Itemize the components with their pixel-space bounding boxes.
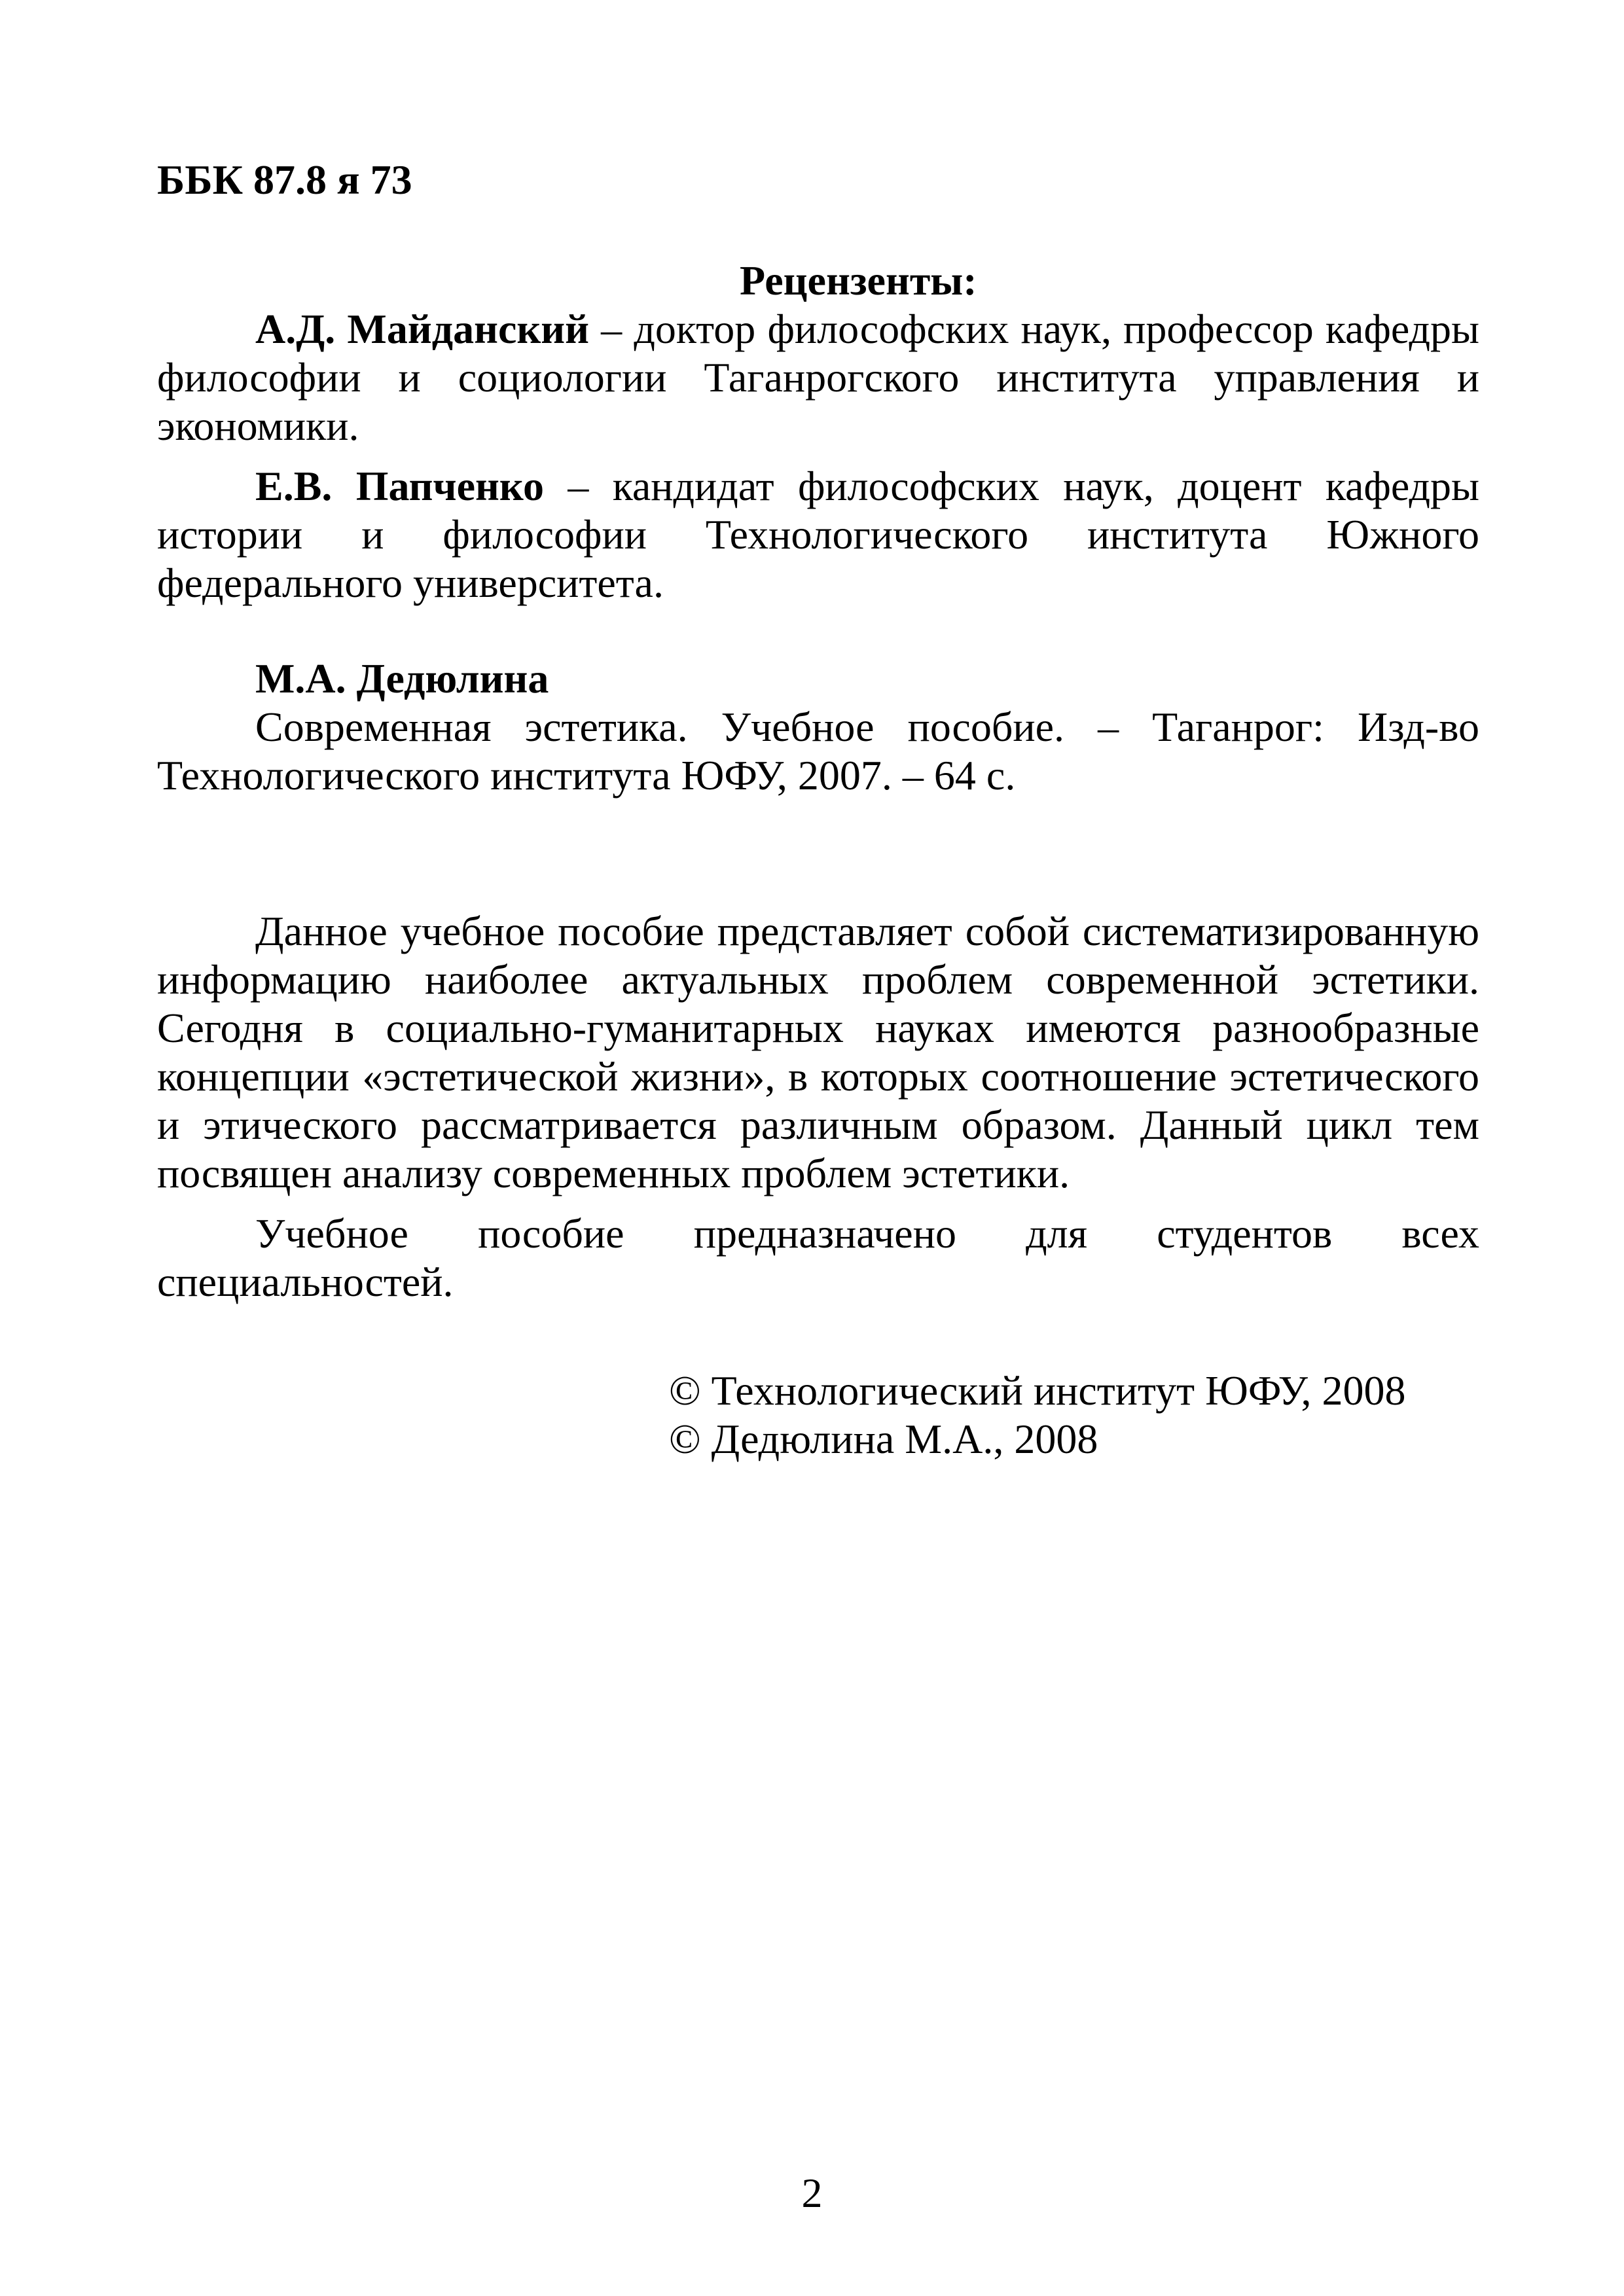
- reviewer-entry: [157, 462, 1479, 607]
- reviewer-description: – доктор философских наук, профессор кафедры философии и социологии Таганрогского института управления и экономики.: [157, 306, 1480, 449]
- annotation-text: Данное учебное пособие представляет собой систематизированную информацию наиболее актуальных проблем современной эстетики. Сегодня в социально-гуманитарных науках имеются разнообразные концепции «эстетической жизни», в которых соотношение эстетического и этического рассматривается различным образом. Данный цикл тем посвящен анализу современных проблем эстетики.: [157, 908, 1479, 1196]
- reviewer-entry: [157, 305, 1479, 450]
- page-number: 2: [801, 2170, 823, 2216]
- copyright-line: © Технологический институт ЮФУ, 2008: [669, 1367, 1406, 1414]
- reviewer-name: А.Д. Майданский: [255, 306, 589, 352]
- bibliographic-citation: Современная эстетика. Учебное пособие. – Таганрог: Изд-во Технологического института ЮФУ, 2007. – 64 с.: [157, 704, 1479, 798]
- copyright-line: © Дедюлина М.А., 2008: [669, 1416, 1098, 1462]
- reviewer-name: Е.В. Папченко: [255, 463, 544, 509]
- reviewers-heading: Рецензенты:: [740, 257, 977, 304]
- author-name: М.А. Дедюлина: [255, 655, 549, 702]
- reviewer-description: – кандидат философских наук, доцент кафедры истории и философии Технологического института Южного федерального университета.: [157, 463, 1480, 606]
- audience-text: Учебное пособие предназначено для студентов всех специальностей.: [157, 1210, 1479, 1305]
- bbk-classification: ББК 87.8 я 73: [157, 156, 412, 203]
